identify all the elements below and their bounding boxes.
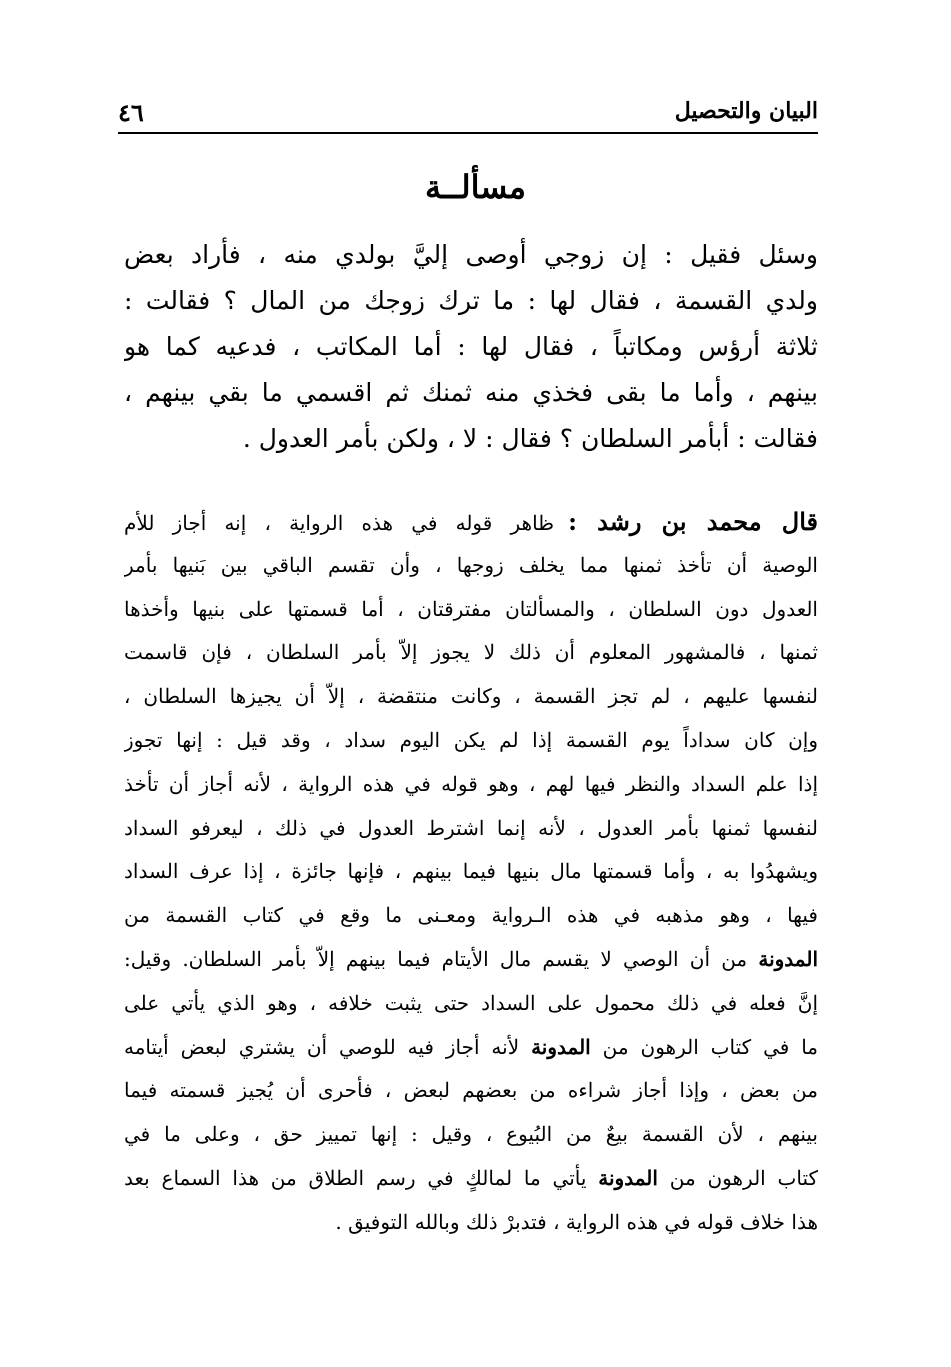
answer-line-text: لأنه أجاز فيه للوصي أن يشتري لبعض أيتامه	[124, 1034, 520, 1059]
answer-line: لنفسها عليهم ، لم تجز القسمة ، وكانت منتقضة ، إلاّ أن يجيزها السلطان ،	[124, 684, 818, 709]
answer-line: وإن كان سداداً يوم القسمة إذا لم يكن اليوم سداد ، وقد قيل : إنها تجوز	[124, 727, 818, 752]
section-heading: مسألــة	[424, 168, 527, 206]
answer-line: إنَّ فعله في ذلك محمول على السداد حتى يثبت خلافه ، وهو الذي يأتي على	[124, 990, 818, 1015]
answer-line: العدول دون السلطان ، والمسألتان مفترقتان ، أما قسمتها على بنيها وأخذها	[124, 596, 818, 621]
answer-line: ويشهدُوا به ، وأما قسمتها مال بنيها فيما بينهم ، فإنها جائزة ، إذا عرف السداد	[124, 859, 818, 884]
bold-term: المدونة	[598, 1165, 658, 1190]
answer-line-text: كتاب الرهون من	[669, 1165, 818, 1190]
answer-line: لنفسها ثمنها بأمر العدول ، لأنه إنما اشترط العدول في ذلك ، ليعرفو السداد	[124, 815, 818, 840]
question-line: وسئل فقيل : إن زوجي أوصى إليَّ بولدي منه ، فأراد بعض	[124, 240, 818, 269]
running-title: البيان والتحصيل	[674, 98, 818, 124]
running-header	[118, 96, 818, 134]
answer-line-text: ما في كتاب الرهون من	[602, 1034, 818, 1059]
question-paragraph	[124, 232, 818, 462]
answer-line-text: ظاهر قوله في هذه الرواية ، إنه أجاز للأم	[124, 511, 555, 535]
answer-line: فيها ، وهو مذهبه في هذه الـرواية ومعـنى ما وقع في كتاب القسمة من	[124, 903, 818, 928]
answer-line: الوصية أن تأخذ ثمنها مما يخلف زوجها ، وأن تقسم الباقي بين بَنيها بأمر	[124, 552, 818, 577]
question-line: ولدي القسمة ، فقال لها : ما ترك زوجك من المال ؟ فقالت :	[124, 286, 818, 315]
answer-line	[124, 1157, 818, 1201]
answer-line	[124, 1026, 818, 1070]
answer-line: هذا خلاف قوله في هذه الرواية ، فتدبرْ ذلك وبالله التوفيق .	[335, 1209, 818, 1234]
answer-line: ثمنها ، فالمشهور المعلوم أن ذلك لا يجوز إلاّ بأمر السلطان ، فإن قاسمت	[124, 640, 818, 665]
answer-line-text: يأتي ما لمالكٍ في رسم الطلاق من هذا السماع بعد	[124, 1165, 587, 1190]
answer-line: إذا علم السداد والنظر فيها لهم ، وهو قوله في هذه الرواية ، لأنه أجاز أن تأخذ	[124, 771, 818, 796]
answer-line	[124, 500, 818, 544]
bold-term: المدونة	[531, 1034, 591, 1059]
answer-lead: قال محمد بن رشد :	[568, 507, 818, 536]
answer-line	[124, 938, 818, 982]
question-line: ثلاثة أرؤس ومكاتباً ، فقال لها : أما المكاتب ، فدعيه كما هو	[124, 332, 818, 361]
answer-line: بينهم ، لأن القسمة بيعٌ من البُيوع ، وقيل : إنها تمييز حق ، وعلى ما في	[124, 1122, 818, 1147]
page-number: ٤٦	[118, 98, 144, 127]
bold-term: المدونة	[758, 946, 818, 971]
answer-line-text: من أن الوصي لا يقسم مال الأيتام فيما بينهم إلاّ بأمر السلطان. وقيل:	[124, 946, 748, 971]
answer-paragraph	[124, 500, 818, 1245]
question-line: بينهم ، وأما ما بقى فخذي منه ثمنك ثم اقسمي ما بقي بينهم ،	[124, 378, 818, 407]
question-line: فقالت : أبأمر السلطان ؟ فقال : لا ، ولكن بأمر العدول .	[242, 424, 818, 453]
answer-line: من بعض ، وإذا أجاز شراءه من بعضهم لبعض ، فأحرى أن يُجيز قسمته فيما	[124, 1078, 818, 1103]
